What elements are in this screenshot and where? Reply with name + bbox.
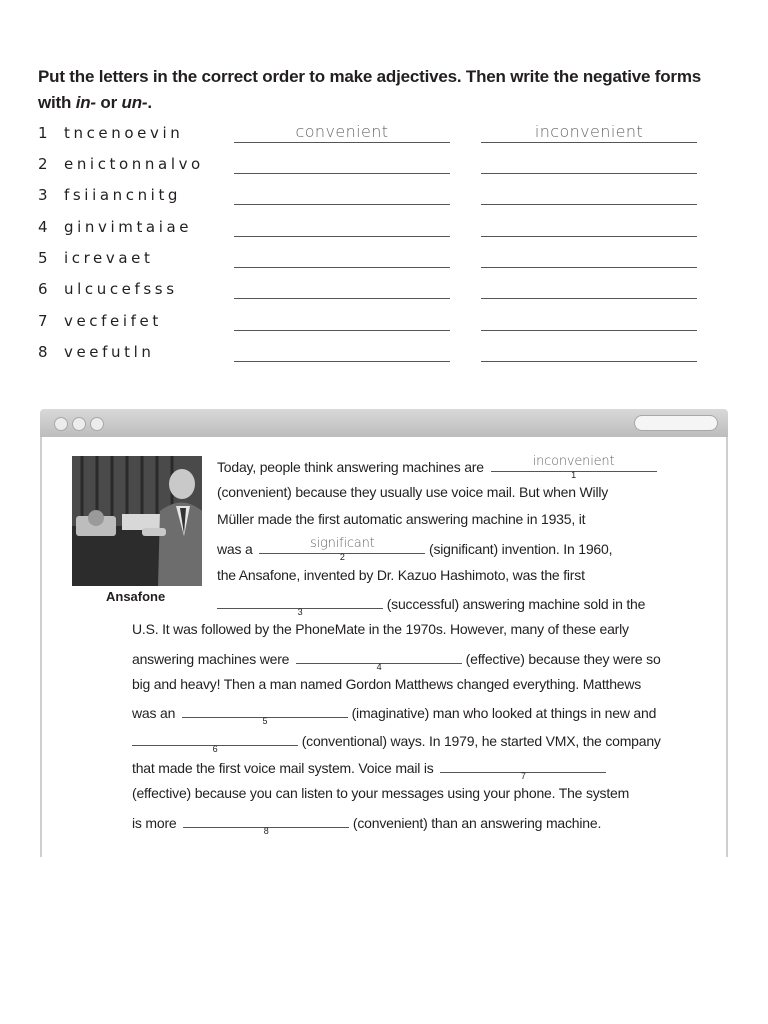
- article-text: (effective) because they were so: [465, 651, 661, 667]
- article-text: was an: [132, 705, 176, 721]
- browser-titlebar: [40, 409, 728, 437]
- exercise-item-8: [38, 339, 718, 371]
- blank-1[interactable]: [491, 454, 657, 480]
- blank-number: 2: [339, 552, 345, 562]
- article-line: [132, 649, 661, 672]
- browser-search-box: [634, 415, 718, 431]
- answer-line-adjective[interactable]: [234, 236, 450, 237]
- scrambled-word: ginvimtaiae: [64, 218, 193, 236]
- answer-line-negative[interactable]: [481, 173, 697, 174]
- article-text: Today, people think answering machines are: [217, 459, 484, 475]
- blank-3[interactable]: [217, 594, 383, 617]
- article-line: big and heavy! Then a man named Gordon Matthews changed everything. Matthews: [132, 676, 642, 692]
- answer-line-adjective[interactable]: [234, 267, 450, 268]
- blank-fill: inconvenient: [532, 454, 615, 469]
- scrambled-word: tncenoevin: [64, 124, 184, 142]
- exercise-item-4: [38, 214, 718, 246]
- article-text: was a: [217, 541, 253, 557]
- blank-7[interactable]: [440, 758, 606, 781]
- article-text: (significant) invention. In 1960,: [428, 541, 613, 557]
- photo-caption: Ansafone: [106, 589, 166, 604]
- answer-line-adjective[interactable]: [234, 330, 450, 331]
- frame-border: [726, 437, 728, 857]
- exercise-item-3: [38, 182, 718, 214]
- answer-negative: inconvenient: [534, 122, 644, 141]
- article-text: (successful) answering machine sold in the: [386, 596, 646, 612]
- article-line: [217, 536, 613, 562]
- article-line: [132, 813, 602, 836]
- answer-line-negative[interactable]: [481, 204, 697, 205]
- answer-line-negative[interactable]: [481, 298, 697, 299]
- answer-line-adjective[interactable]: [234, 361, 450, 362]
- article-text: that made the first voice mail system. Voice mail is: [132, 760, 434, 776]
- instructions: [38, 64, 718, 116]
- article-line: [132, 758, 606, 781]
- item-number: 5: [38, 249, 48, 267]
- blank-5[interactable]: [182, 703, 348, 726]
- answer-line-adjective[interactable]: [234, 173, 450, 174]
- blank-number: 3: [297, 607, 303, 617]
- window-button-icon: [90, 417, 104, 431]
- answer-line-adjective[interactable]: [234, 142, 450, 143]
- answer-adjective: convenient: [295, 122, 389, 141]
- item-number: 3: [38, 186, 48, 204]
- answer-line-negative[interactable]: [481, 236, 697, 237]
- article-line: (effective) because you can listen to your messages using your phone. The system: [132, 785, 630, 801]
- scrambled-word: vecfeifet: [64, 312, 162, 330]
- blank-number: 8: [263, 826, 269, 836]
- item-number: 2: [38, 155, 48, 173]
- instructions-or: or: [95, 93, 122, 112]
- answer-line-negative[interactable]: [481, 142, 697, 143]
- instructions-period: .: [147, 93, 152, 112]
- article-text: answering machines were: [132, 651, 290, 667]
- answer-line-negative[interactable]: [481, 361, 697, 362]
- exercise-item-1: [38, 120, 718, 152]
- blank-2[interactable]: [259, 536, 425, 562]
- item-number: 1: [38, 124, 48, 142]
- article-text: is more: [132, 815, 177, 831]
- answer-line-adjective[interactable]: [234, 204, 450, 205]
- article-line: [132, 703, 657, 726]
- scrambled-word: fsiiancnitg: [64, 186, 182, 204]
- article-line: [217, 594, 646, 617]
- scrambled-word: veefutln: [64, 343, 155, 361]
- scrambled-word: icrevaet: [64, 249, 154, 267]
- ansafone-photo: [72, 456, 202, 586]
- article-line: (convenient) because they usually use voice mail. But when Willy: [217, 484, 609, 500]
- blank-6[interactable]: [132, 731, 298, 754]
- prefix-in: in-: [75, 93, 96, 112]
- window-button-icon: [72, 417, 86, 431]
- scrambled-word: ulcucefsss: [64, 280, 178, 298]
- exercise-item-6: [38, 276, 718, 308]
- frame-border: [40, 437, 42, 857]
- blank-fill: significant: [310, 536, 375, 551]
- item-number: 7: [38, 312, 48, 330]
- prefix-un: un-: [121, 93, 148, 112]
- article-line: the Ansafone, invented by Dr. Kazuo Hashimoto, was the first: [217, 567, 585, 583]
- article-text: (convenient) than an answering machine.: [352, 815, 602, 831]
- exercise-item-2: [38, 151, 718, 183]
- instructions-line-2: [38, 90, 718, 116]
- instructions-line-1: Put the letters in the correct order to make adjectives. Then write the negative forms: [38, 67, 701, 86]
- window-button-icon: [54, 417, 68, 431]
- article-text: (imaginative) man who looked at things in new and: [351, 705, 657, 721]
- item-number: 6: [38, 280, 48, 298]
- item-number: 8: [38, 343, 48, 361]
- photo-illustration: [72, 456, 202, 586]
- browser-window-frame: [40, 409, 728, 857]
- article-line: [132, 731, 661, 754]
- article-line: [217, 454, 657, 480]
- answer-line-negative[interactable]: [481, 330, 697, 331]
- blank-number: 4: [376, 662, 382, 672]
- exercise-item-7: [38, 308, 718, 340]
- answer-line-negative[interactable]: [481, 267, 697, 268]
- item-number: 4: [38, 218, 48, 236]
- blank-number: 6: [212, 744, 218, 754]
- scrambled-word: enictonnalvo: [64, 155, 204, 173]
- blank-number: 7: [520, 771, 526, 781]
- article-line: U.S. It was followed by the PhoneMate in the 1970s. However, many of these early: [132, 621, 629, 637]
- instructions-with: with: [38, 93, 76, 112]
- blank-4[interactable]: [296, 649, 462, 672]
- blank-number: 5: [262, 716, 268, 726]
- article-line: Müller made the first automatic answering machine in 1935, it: [217, 511, 586, 527]
- blank-8[interactable]: [183, 813, 349, 836]
- exercise-item-5: [38, 245, 718, 277]
- answer-line-adjective[interactable]: [234, 298, 450, 299]
- article-text: (conventional) ways. In 1979, he started VMX, the company: [301, 733, 661, 749]
- blank-number: 1: [571, 470, 576, 480]
